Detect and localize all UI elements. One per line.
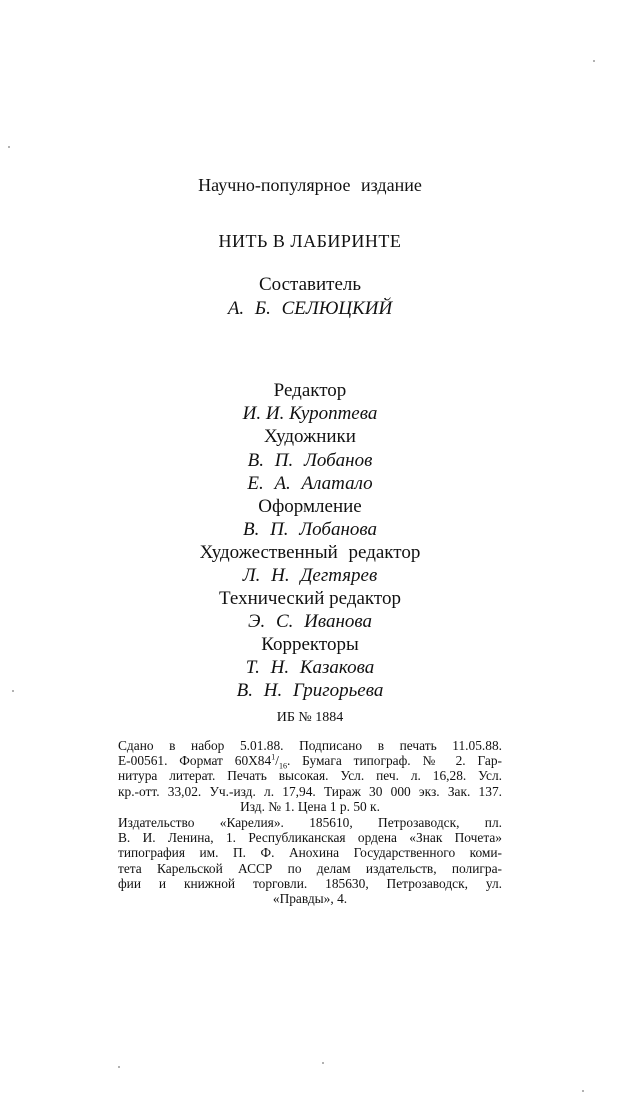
publisher-info-line: типография им. П. Ф. Анохина Государственного коми- <box>118 845 502 861</box>
credit-name-editor: И. И. Куроптева <box>242 403 378 424</box>
scan-speck <box>12 690 14 692</box>
publisher-info-line: «Правды», 4. <box>272 891 348 907</box>
publisher-info-line: тета Карельской АССР по делам издательств, полигра- <box>118 860 502 876</box>
print-info-line: нитура литерат. Печать высокая. Усл. печ. л. 16,28. Усл. <box>118 768 502 784</box>
print-info-line: Сдано в набор 5.01.88. Подписано в печать 11.05.88. <box>118 738 502 753</box>
credit-name-artist-1: В. П. Лобанов <box>247 450 373 471</box>
credit-role-editor: Редактор <box>273 380 347 401</box>
format-superscript: 1 <box>271 752 276 762</box>
credit-name-design: В. П. Лобанова <box>242 519 378 540</box>
format-slash: / <box>275 753 279 769</box>
credit-name-art-editor: Л. Н. Дегтярев <box>242 565 378 586</box>
compiler-name: А. Б. СЕЛЮЦКИЙ <box>227 298 393 319</box>
edition-type: Научно-популярное издание <box>198 175 422 195</box>
scan-speck <box>593 60 595 62</box>
compiler-label: Составитель <box>258 274 362 295</box>
publisher-info-line: фии и книжной торговли. 185630, Петрозаводск, ул. <box>118 875 502 891</box>
format-text: Е-00561. Формат 60Х84 <box>118 753 272 769</box>
scan-speck <box>582 1090 584 1092</box>
credit-role-tech-editor: Технический редактор <box>219 588 401 609</box>
scan-speck <box>8 146 10 148</box>
format-subscript: 16 <box>278 761 287 771</box>
print-info-line: Изд. № 1. Цена 1 р. 50 к. <box>240 798 380 814</box>
print-info <box>118 738 502 814</box>
publisher-info-line: В. И. Ленина, 1. Республиканская ордена «Знак Почета» <box>118 830 502 846</box>
credit-role-artists: Художники <box>264 426 356 447</box>
scan-speck <box>118 1066 120 1068</box>
publisher-info-line: Издательство «Карелия». 185610, Петрозаводск, пл. <box>118 815 502 830</box>
credit-name-proofreader-1: Т. Н. Казакова <box>245 657 375 678</box>
publisher-info <box>118 815 502 906</box>
credit-name-artist-2: Е. А. Алатало <box>247 473 373 494</box>
print-info-line: кр.-отт. 33,02. Уч.-изд. л. 17,94. Тираж 30 000 экз. Зак. 137. <box>118 783 502 799</box>
print-info-line <box>118 752 502 771</box>
credit-role-design: Оформление <box>258 496 362 517</box>
credit-role-proofreaders: Корректоры <box>261 634 359 655</box>
ib-number: ИБ № 1884 <box>276 710 344 725</box>
paper-text: . Бумага типограф. № 2. Гар- <box>286 753 502 769</box>
credit-role-art-editor: Художественный редактор <box>199 542 421 563</box>
book-title: НИТЬ В ЛАБИРИНТЕ <box>218 231 402 251</box>
credit-name-tech-editor: Э. С. Иванова <box>248 611 372 632</box>
scan-speck <box>322 1062 324 1064</box>
credit-name-proofreader-2: В. Н. Григорьева <box>236 680 384 701</box>
